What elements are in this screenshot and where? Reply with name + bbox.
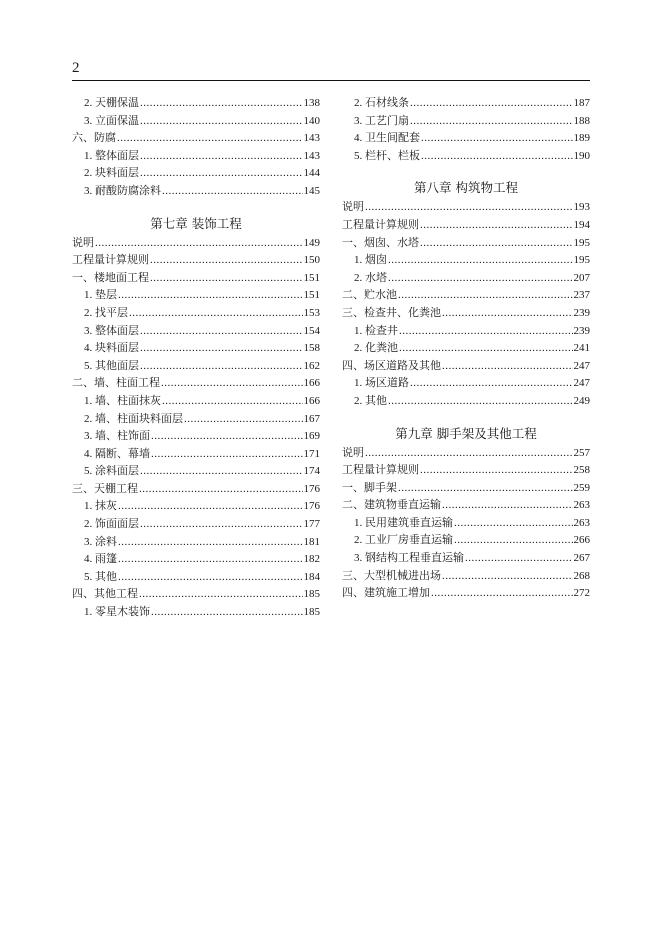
toc-entry-title: 工程量计算规则 — [72, 254, 149, 267]
toc-entry-title: 3. 整体面层 — [84, 324, 139, 337]
toc-page-number: 237 — [573, 289, 590, 302]
toc-page-number: 193 — [573, 201, 590, 214]
dot-leader — [150, 270, 303, 288]
dot-leader — [454, 515, 573, 533]
toc-page-number: 241 — [573, 342, 590, 355]
toc-subentry[interactable] — [342, 393, 590, 411]
toc-entry-title: 三、检查井、化粪池 — [342, 306, 441, 319]
toc-subentry[interactable] — [72, 498, 320, 516]
toc-page-number: 151 — [303, 271, 320, 284]
toc-entry-title: 2. 天棚保温 — [84, 97, 139, 109]
toc-page-number: 187 — [573, 97, 590, 109]
toc-entry-title: 5. 其他面层 — [84, 359, 139, 372]
dot-leader — [150, 252, 303, 270]
toc-entry-title: 1. 墙、柱面抹灰 — [84, 394, 161, 407]
toc-page-number: 207 — [573, 271, 590, 284]
toc-page-number: 138 — [303, 97, 320, 109]
toc-page-number: 190 — [573, 149, 590, 162]
dot-leader — [442, 358, 573, 376]
toc-entry-title: 5. 涂料面层 — [84, 465, 139, 478]
toc-subentry[interactable] — [72, 183, 320, 201]
dot-leader — [184, 411, 303, 429]
toc-entry[interactable] — [72, 586, 320, 604]
toc-subentry[interactable] — [72, 551, 320, 569]
toc-entry[interactable] — [342, 445, 590, 463]
toc-subentry[interactable] — [342, 130, 590, 148]
dot-leader — [140, 95, 303, 113]
toc-entry-title: 1. 抹灰 — [84, 500, 117, 513]
toc-right-column — [342, 95, 590, 603]
toc-page-number: 195 — [573, 254, 590, 267]
toc-entry-title: 1. 场区道路 — [354, 377, 409, 390]
toc-entry-title: 4. 雨篷 — [84, 553, 117, 566]
toc-entry-title: 四、场区道路及其他 — [342, 359, 441, 372]
toc-entry-title: 一、楼地面工程 — [72, 271, 149, 284]
toc-entry[interactable] — [342, 480, 590, 498]
toc-subentry[interactable] — [342, 550, 590, 568]
header-rule — [72, 80, 590, 81]
toc-entry-title: 1. 垫层 — [84, 289, 117, 302]
toc-entry-title: 1. 烟囱 — [354, 254, 387, 267]
dot-leader — [420, 462, 573, 480]
toc-subentry[interactable] — [72, 148, 320, 166]
toc-entry-title: 六、防腐 — [72, 132, 116, 145]
toc-page-number: 188 — [573, 114, 590, 127]
toc-entry-title: 4. 卫生间配套 — [354, 132, 420, 145]
toc-subentry[interactable] — [72, 340, 320, 358]
dot-leader — [151, 428, 303, 446]
toc-page-number: 143 — [303, 149, 320, 162]
dot-leader — [118, 569, 303, 587]
toc-entry-title: 5. 其他 — [84, 570, 117, 583]
toc-left-column — [72, 95, 320, 622]
toc-entry-title: 4. 块料面层 — [84, 342, 139, 355]
toc-subentry[interactable] — [342, 95, 590, 113]
dot-leader — [454, 532, 573, 550]
toc-page-number: 176 — [303, 482, 320, 495]
dot-leader — [118, 498, 303, 516]
dot-leader — [95, 235, 303, 253]
toc-subentry[interactable] — [72, 323, 320, 341]
toc-page-number: 263 — [573, 499, 590, 512]
toc-page-number: 151 — [303, 289, 320, 302]
toc-page-number: 267 — [573, 552, 590, 565]
toc-page-number: 145 — [303, 184, 320, 197]
toc-subentry[interactable] — [72, 393, 320, 411]
toc-entry[interactable] — [342, 199, 590, 217]
dot-leader — [388, 270, 573, 288]
toc-subentry[interactable] — [342, 340, 590, 358]
toc-subentry[interactable] — [72, 305, 320, 323]
toc-page-number: 185 — [303, 606, 320, 619]
toc-entry-title: 四、建筑施工增加 — [342, 587, 430, 600]
toc-page-number: 268 — [573, 569, 590, 582]
toc-entry-title: 二、贮水池 — [342, 289, 397, 302]
toc-entry-title: 一、烟囱、水塔 — [342, 236, 419, 249]
toc-entry-title: 4. 隔断、幕墙 — [84, 447, 150, 460]
toc-page-number: 154 — [303, 324, 320, 337]
dot-leader — [161, 375, 303, 393]
dot-leader — [140, 358, 303, 376]
toc-entry[interactable] — [72, 375, 320, 393]
toc-entry-title: 2. 化粪池 — [354, 342, 398, 355]
toc-page-number: 247 — [573, 377, 590, 390]
toc-entry[interactable] — [342, 585, 590, 603]
toc-page-number: 258 — [573, 464, 590, 477]
toc-entry-title: 工程量计算规则 — [342, 464, 419, 477]
toc-entry[interactable] — [72, 252, 320, 270]
toc-page-number: 140 — [303, 114, 320, 127]
dot-leader — [140, 323, 303, 341]
toc-page-number: 174 — [303, 465, 320, 478]
dot-leader — [420, 235, 573, 253]
toc-entry-title: 四、其他工程 — [72, 588, 138, 601]
toc-page-number: 150 — [303, 254, 320, 267]
toc-entry[interactable] — [342, 305, 590, 323]
toc-page-number: 195 — [573, 236, 590, 249]
toc-page-number: 185 — [303, 588, 320, 601]
toc-subentry[interactable] — [342, 148, 590, 166]
toc-entry-title: 工程量计算规则 — [342, 218, 419, 231]
toc-entry-title: 3. 钢结构工程垂直运输 — [354, 552, 464, 565]
toc-entry-title: 2. 饰面面层 — [84, 518, 139, 531]
toc-subentry[interactable] — [342, 270, 590, 288]
toc-page-number: 162 — [303, 359, 320, 372]
dot-leader — [398, 287, 573, 305]
toc-entry-title: 2. 找平层 — [84, 306, 128, 319]
toc-page-number: 158 — [303, 342, 320, 355]
dot-leader — [118, 551, 303, 569]
toc-entry[interactable] — [342, 497, 590, 515]
toc-page-number: 169 — [303, 430, 320, 443]
dot-leader — [151, 446, 303, 464]
toc-entry-title: 说明 — [72, 236, 94, 249]
toc-page-number: 177 — [303, 518, 320, 531]
toc-page-number: 181 — [303, 535, 320, 548]
toc-entry-title: 3. 墙、柱饰面 — [84, 430, 150, 443]
toc-subentry[interactable] — [342, 375, 590, 393]
toc-entry-title: 一、脚手架 — [342, 481, 397, 494]
toc-page-number: 257 — [573, 446, 590, 459]
dot-leader — [140, 148, 303, 166]
toc-entry-title: 1. 民用建筑垂直运输 — [354, 516, 453, 529]
chapter-heading: 第七章 装饰工程 — [150, 215, 242, 231]
toc-entry-title: 3. 涂料 — [84, 535, 117, 548]
toc-subentry[interactable] — [342, 323, 590, 341]
toc-subentry[interactable] — [72, 428, 320, 446]
dot-leader — [140, 516, 303, 534]
toc-page-number: 182 — [303, 553, 320, 566]
page-number: 2 — [72, 60, 80, 76]
dot-leader — [162, 183, 303, 201]
toc-entry[interactable] — [342, 235, 590, 253]
toc-page-number: 143 — [303, 132, 320, 145]
toc-entry-title: 二、建筑物垂直运输 — [342, 499, 441, 512]
dot-leader — [140, 165, 303, 183]
toc-subentry[interactable] — [72, 516, 320, 534]
toc-subentry[interactable] — [72, 287, 320, 305]
dot-leader — [118, 534, 303, 552]
toc-subentry[interactable] — [342, 515, 590, 533]
toc-page-number: 259 — [573, 481, 590, 494]
toc-subentry[interactable] — [72, 446, 320, 464]
dot-leader — [442, 305, 573, 323]
dot-leader — [398, 480, 573, 498]
dot-leader — [442, 497, 573, 515]
toc-subentry[interactable] — [72, 95, 320, 113]
toc-page-number: 167 — [303, 412, 320, 425]
toc-entry[interactable] — [72, 270, 320, 288]
toc-page-number: 166 — [303, 377, 320, 390]
toc-subentry[interactable] — [72, 604, 320, 622]
toc-entry[interactable] — [72, 235, 320, 253]
toc-entry[interactable] — [342, 358, 590, 376]
dot-leader — [431, 585, 573, 603]
toc-page-number: 263 — [573, 516, 590, 529]
toc-page-number: 249 — [573, 394, 590, 407]
toc-subentry[interactable] — [342, 113, 590, 131]
dot-leader — [140, 340, 303, 358]
toc-subentry[interactable] — [342, 532, 590, 550]
toc-entry-title: 5. 栏杆、栏板 — [354, 149, 420, 162]
dot-leader — [365, 199, 573, 217]
toc-entry-title: 二、墙、柱面工程 — [72, 377, 160, 390]
dot-leader — [388, 393, 573, 411]
toc-page-number: 194 — [573, 218, 590, 231]
dot-leader — [117, 130, 303, 148]
toc-entry-title: 说明 — [342, 201, 364, 214]
toc-entry[interactable] — [342, 287, 590, 305]
toc-entry[interactable] — [342, 568, 590, 586]
toc-entry-title: 3. 工艺门扇 — [354, 114, 409, 127]
toc-subentry[interactable] — [72, 534, 320, 552]
toc-entry-title: 说明 — [342, 446, 364, 459]
toc-page-number: 272 — [573, 587, 590, 600]
toc-entry-title: 2. 墙、柱面块料面层 — [84, 412, 183, 425]
toc-entry-title: 2. 石材线条 — [354, 97, 409, 109]
toc-entry[interactable] — [342, 217, 590, 235]
toc-entry-title: 2. 块料面层 — [84, 167, 139, 180]
dot-leader — [410, 113, 573, 131]
toc-page-number: 153 — [303, 306, 320, 319]
toc-page-number: 176 — [303, 500, 320, 513]
dot-leader — [421, 148, 573, 166]
toc-subentry[interactable] — [72, 113, 320, 131]
toc-subentry[interactable] — [342, 252, 590, 270]
toc-subentry[interactable] — [72, 569, 320, 587]
toc-entry[interactable] — [342, 462, 590, 480]
toc-entry-title: 2. 其他 — [354, 394, 387, 407]
dot-leader — [151, 604, 303, 622]
toc-page-number: 239 — [573, 324, 590, 337]
toc-page-number: 239 — [573, 306, 590, 319]
toc-page-number: 166 — [303, 394, 320, 407]
toc-entry-title: 三、大型机械进出场 — [342, 569, 441, 582]
dot-leader — [420, 217, 573, 235]
dot-leader — [140, 113, 303, 131]
toc-entry-title: 1. 整体面层 — [84, 149, 139, 162]
dot-leader — [118, 287, 303, 305]
toc-page-number: 171 — [303, 447, 320, 460]
dot-leader — [139, 586, 303, 604]
dot-leader — [421, 130, 573, 148]
toc-page-number: 149 — [303, 236, 320, 249]
toc-page-number: 189 — [573, 132, 590, 145]
toc-entry-title: 3. 耐酸防腐涂料 — [84, 184, 161, 197]
dot-leader — [442, 568, 573, 586]
dot-leader — [140, 463, 303, 481]
toc-entry-title: 3. 立面保温 — [84, 114, 139, 127]
toc-subentry[interactable] — [72, 411, 320, 429]
toc-subentry[interactable] — [72, 358, 320, 376]
dot-leader — [399, 323, 573, 341]
toc-page-number: 266 — [573, 534, 590, 547]
toc-entry-title: 1. 零星木装饰 — [84, 606, 150, 619]
dot-leader — [410, 375, 573, 393]
dot-leader — [410, 95, 573, 113]
dot-leader — [139, 481, 303, 499]
toc-entry[interactable] — [72, 481, 320, 499]
dot-leader — [129, 305, 303, 323]
toc-subentry[interactable] — [72, 165, 320, 183]
toc-entry-title: 2. 水塔 — [354, 271, 387, 284]
toc-page-number: 184 — [303, 570, 320, 583]
chapter-heading: 第八章 构筑物工程 — [414, 180, 518, 196]
toc-page-number: 144 — [303, 167, 320, 180]
toc-entry-title: 1. 检查井 — [354, 324, 398, 337]
toc-entry-title: 三、天棚工程 — [72, 482, 138, 495]
dot-leader — [465, 550, 573, 568]
dot-leader — [365, 445, 573, 463]
toc-page-number: 247 — [573, 359, 590, 372]
toc-entry[interactable] — [72, 130, 320, 148]
dot-leader — [162, 393, 303, 411]
dot-leader — [399, 340, 573, 358]
toc-subentry[interactable] — [72, 463, 320, 481]
chapter-heading: 第九章 脚手架及其他工程 — [395, 425, 537, 441]
dot-leader — [388, 252, 573, 270]
toc-entry-title: 2. 工业厂房垂直运输 — [354, 534, 453, 547]
